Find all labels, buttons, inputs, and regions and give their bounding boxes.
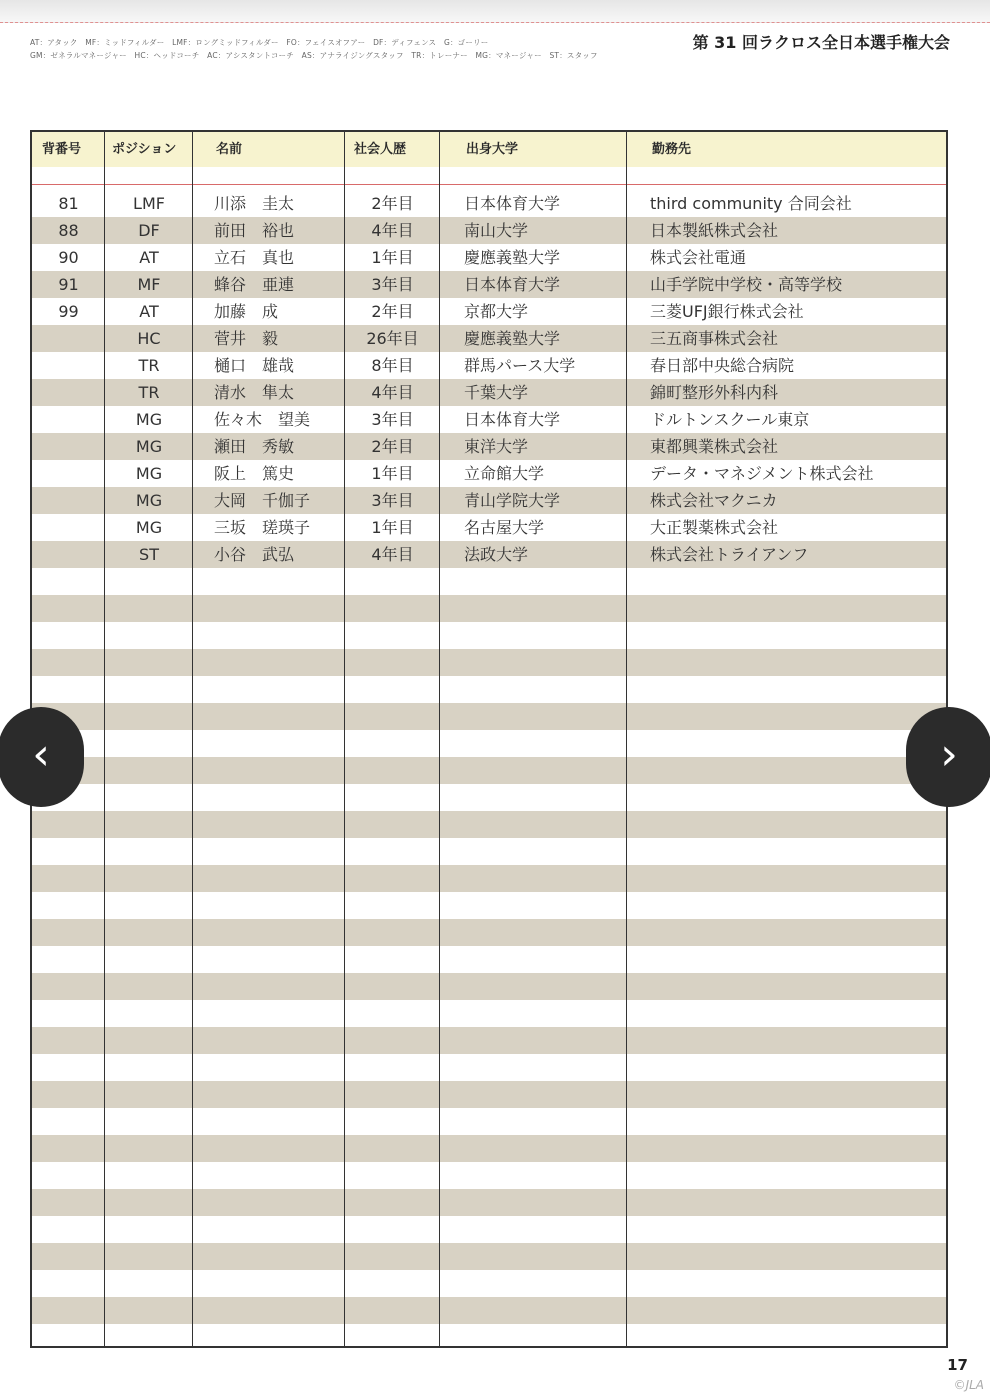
position-cell: AT	[139, 302, 159, 321]
name-cell: 川添 圭太	[214, 194, 295, 213]
workplace-cell: 山手学院中学校・高等学校	[650, 275, 843, 294]
years-cell: 3年目	[371, 491, 414, 510]
header-years: 社会人歴	[354, 142, 407, 157]
workplace-cell: 日本製紙株式会社	[650, 221, 779, 240]
university-cell: 青山学院大学	[464, 491, 561, 510]
name-cell: 三坂 瑳瑛子	[214, 518, 311, 537]
table-row	[32, 217, 946, 244]
header-position: ポジション	[112, 142, 177, 157]
position-cell: MG	[135, 518, 163, 537]
position-cell: AT	[139, 248, 159, 267]
name-cell: 佐々木 望美	[214, 410, 311, 429]
years-cell: 3年目	[371, 275, 414, 294]
workplace-cell: 東都興業株式会社	[650, 437, 779, 456]
column-divider	[344, 132, 345, 1346]
position-cell: MG	[135, 437, 163, 456]
workplace-cell: 株式会社トライアンフ	[650, 545, 809, 564]
table-row	[32, 379, 946, 406]
table-row	[32, 460, 946, 487]
table-row	[32, 352, 946, 379]
position-cell: DF	[138, 221, 160, 240]
table-body	[32, 190, 946, 1346]
table-row	[32, 541, 946, 568]
university-cell: 法政大学	[464, 545, 529, 564]
number-cell	[32, 352, 105, 379]
number-cell	[32, 514, 105, 541]
header-workplace: 勤務先	[652, 142, 692, 157]
table-row	[32, 244, 946, 271]
years-cell: 4年目	[371, 545, 414, 564]
university-cell: 慶應義塾大学	[464, 329, 561, 348]
position-legend	[30, 36, 650, 62]
university-cell: 日本体育大学	[464, 194, 561, 213]
years-cell: 3年目	[371, 410, 414, 429]
university-cell: 群馬パース大学	[464, 356, 576, 375]
number-cell	[32, 379, 105, 406]
table-row	[32, 487, 946, 514]
event-title: 第 31 回ラクロス全日本選手権大会	[692, 33, 950, 52]
number-cell	[32, 541, 105, 568]
position-cell: TR	[138, 356, 160, 375]
number-cell: 99	[58, 302, 79, 321]
university-cell: 立命館大学	[464, 464, 545, 483]
name-cell: 阪上 篤史	[214, 464, 295, 483]
chevron-right-icon: ›	[940, 729, 958, 780]
table-row	[32, 433, 946, 460]
position-cell: MG	[135, 491, 163, 510]
university-cell: 日本体育大学	[464, 275, 561, 294]
years-cell: 2年目	[371, 194, 414, 213]
roster-table	[30, 130, 948, 1348]
years-cell: 2年目	[371, 437, 414, 456]
number-cell	[32, 460, 105, 487]
table-row	[32, 298, 946, 325]
workplace-cell: 春日部中央総合病院	[650, 356, 795, 375]
table-row	[32, 514, 946, 541]
page-number: 17	[947, 1356, 968, 1374]
workplace-cell: 錦町整形外科内科	[650, 383, 779, 402]
header-university: 出身大学	[466, 142, 519, 157]
number-cell	[32, 433, 105, 460]
number-cell	[32, 406, 105, 433]
position-cell: LMF	[133, 194, 165, 213]
workplace-cell: 株式会社マクニカ	[650, 491, 778, 510]
table-row	[32, 325, 946, 352]
chevron-left-icon: ‹	[32, 729, 50, 780]
number-cell: 81	[58, 194, 79, 213]
position-cell: ST	[139, 545, 159, 564]
years-cell: 26年目	[366, 329, 419, 348]
years-cell: 1年目	[371, 518, 414, 537]
workplace-cell: third community 合同会社	[650, 194, 852, 213]
name-cell: 清水 隼太	[214, 383, 295, 402]
years-cell: 4年目	[371, 383, 414, 402]
legend-line: AT：アタック MF：ミッドフィルダー LMF：ロングミッドフィルダー FO：フェイスオフアー DF：ディフェンス G：ゴーリー	[30, 38, 489, 47]
years-cell: 1年目	[371, 248, 414, 267]
university-cell: 東洋大学	[464, 437, 529, 456]
workplace-cell: 三菱UFJ銀行株式会社	[650, 302, 804, 321]
workplace-cell: 株式会社電通	[650, 248, 747, 267]
column-divider	[192, 132, 193, 1346]
name-cell: 菅井 毅	[214, 329, 279, 348]
table-header	[32, 132, 946, 167]
university-cell: 南山大学	[464, 221, 529, 240]
legend-line: GM：ゼネラルマネージャー HC：ヘッドコーチ AC：アシスタントコーチ AS：アナライジングスタッフ TR：トレーナー MG：マネージャー ST：スタッフ	[30, 51, 598, 60]
university-cell: 日本体育大学	[464, 410, 561, 429]
name-cell: 立石 真也	[214, 248, 295, 267]
copyright-credit: ©JLA	[953, 1378, 984, 1392]
table-row	[32, 190, 946, 217]
header-divider	[32, 184, 946, 185]
number-cell: 88	[58, 221, 79, 240]
university-cell: 名古屋大学	[464, 518, 545, 537]
previous-page-button[interactable]	[0, 707, 84, 807]
name-cell: 蜂谷 亜連	[214, 275, 295, 294]
years-cell: 2年目	[371, 302, 414, 321]
workplace-cell: データ・マネジメント株式会社	[650, 464, 874, 483]
name-cell: 加藤 成	[214, 302, 279, 321]
column-divider	[439, 132, 440, 1346]
name-cell: 大岡 千伽子	[214, 491, 311, 510]
position-cell: MG	[135, 410, 163, 429]
name-cell: 樋口 雄哉	[214, 356, 295, 375]
university-cell: 慶應義塾大学	[464, 248, 561, 267]
number-cell: 91	[58, 275, 79, 294]
table-row	[32, 406, 946, 433]
number-cell	[32, 325, 105, 352]
position-cell: TR	[138, 383, 160, 402]
number-cell: 90	[58, 248, 79, 267]
university-cell: 千葉大学	[464, 383, 529, 402]
header-number: 背番号	[42, 142, 82, 157]
workplace-cell: 大正製薬株式会社	[650, 518, 779, 537]
workplace-cell: ドルトンスクール東京	[650, 410, 810, 429]
years-cell: 4年目	[371, 221, 414, 240]
position-cell: MF	[137, 275, 161, 294]
number-cell	[32, 487, 105, 514]
name-cell: 小谷 武弘	[214, 545, 295, 564]
header-name: 名前	[216, 142, 243, 157]
university-cell: 京都大学	[464, 302, 529, 321]
position-cell: MG	[135, 464, 163, 483]
column-divider	[104, 132, 105, 1346]
position-cell: HC	[137, 329, 161, 348]
top-band	[0, 0, 990, 23]
name-cell: 瀬田 秀敏	[214, 437, 295, 456]
years-cell: 8年目	[371, 356, 414, 375]
column-divider	[626, 132, 627, 1346]
name-cell: 前田 裕也	[214, 221, 295, 240]
next-page-button[interactable]	[906, 707, 990, 807]
table-row	[32, 271, 946, 298]
workplace-cell: 三五商事株式会社	[650, 329, 779, 348]
years-cell: 1年目	[371, 464, 414, 483]
